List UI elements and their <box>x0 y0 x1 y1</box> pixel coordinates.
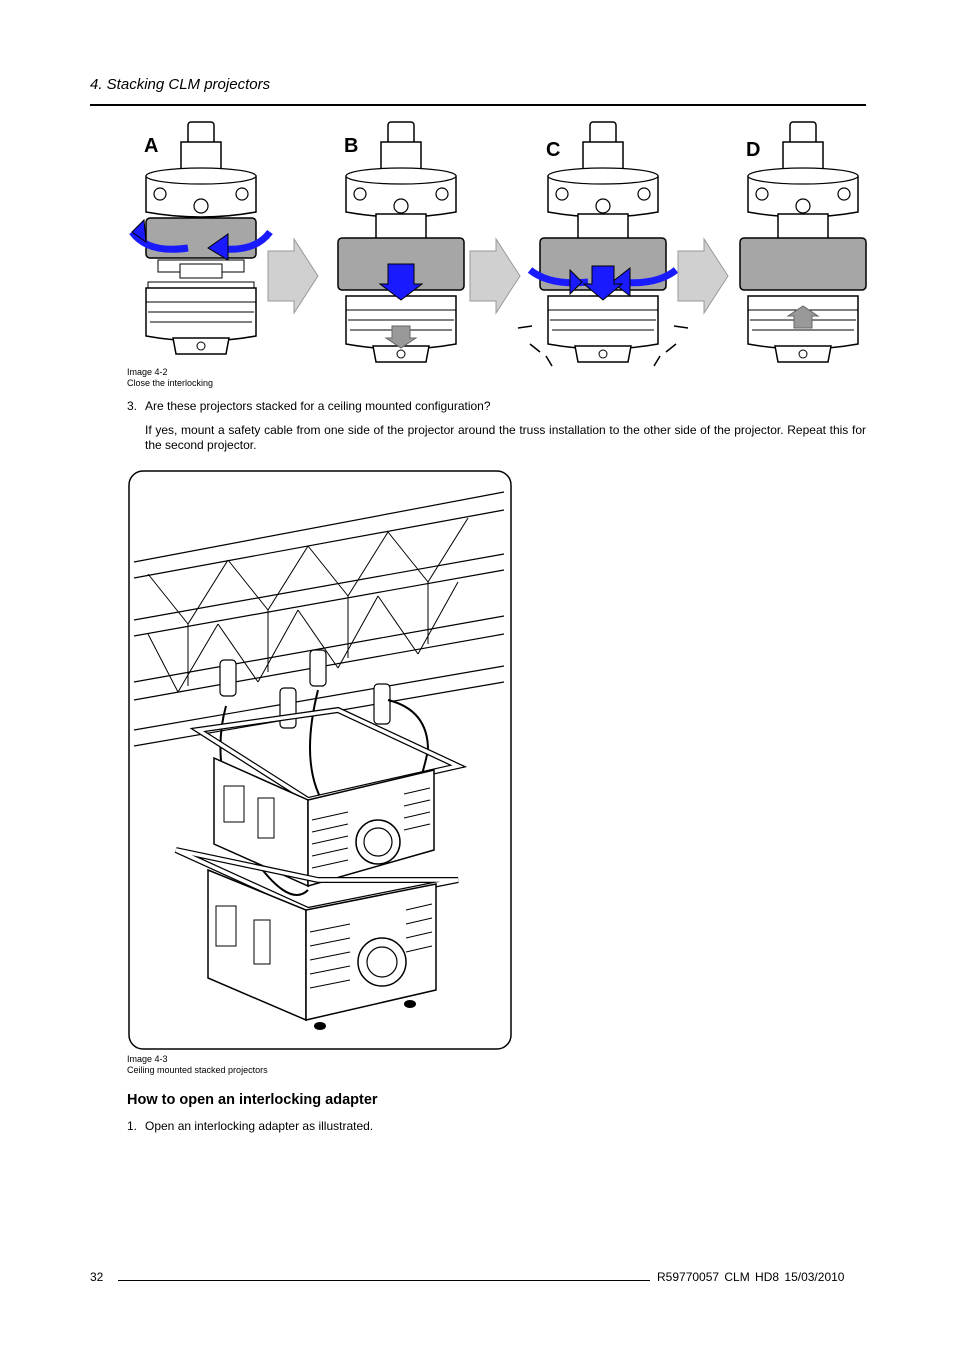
section-heading: How to open an interlocking adapter <box>127 1092 378 1108</box>
panel-label-c: C <box>546 139 561 161</box>
footer-divider <box>118 1280 650 1281</box>
interlocking-steps-illustration <box>118 114 868 370</box>
step-text: Are these projectors stacked for a ceiling mounted configuration? <box>145 399 491 413</box>
caption-text: Ceiling mounted stacked projectors <box>127 1065 268 1075</box>
step-text: Open an interlocking adapter as illustrated. <box>145 1119 374 1133</box>
figure-caption-2 <box>127 1054 268 1076</box>
step-number: 1. <box>127 1119 138 1133</box>
page-number: 32 <box>90 1270 104 1284</box>
ceiling-mounted-projectors-illustration <box>128 470 512 1050</box>
panel-label-d: D <box>746 139 761 161</box>
caption-number: Image 4-3 <box>127 1054 168 1064</box>
panel-label-a: A <box>144 135 159 157</box>
step-item <box>127 1119 867 1134</box>
caption-text: Close the interlocking <box>127 378 214 388</box>
caption-number: Image 4-2 <box>127 367 168 377</box>
step-number: 3. <box>127 399 138 413</box>
page-header-title: 4. Stacking CLM projectors <box>90 76 271 93</box>
step-detail: If yes, mount a safety cable from one side of the projector around the truss installation to the other side of the projector. Repeat this for the second projector. <box>145 423 866 452</box>
figure-caption-1 <box>127 367 213 389</box>
document-reference: R59770057 CLM HD8 15/03/2010 <box>657 1270 845 1284</box>
step-item <box>127 399 867 414</box>
header-divider <box>90 104 866 106</box>
panel-label-b: B <box>344 135 359 157</box>
